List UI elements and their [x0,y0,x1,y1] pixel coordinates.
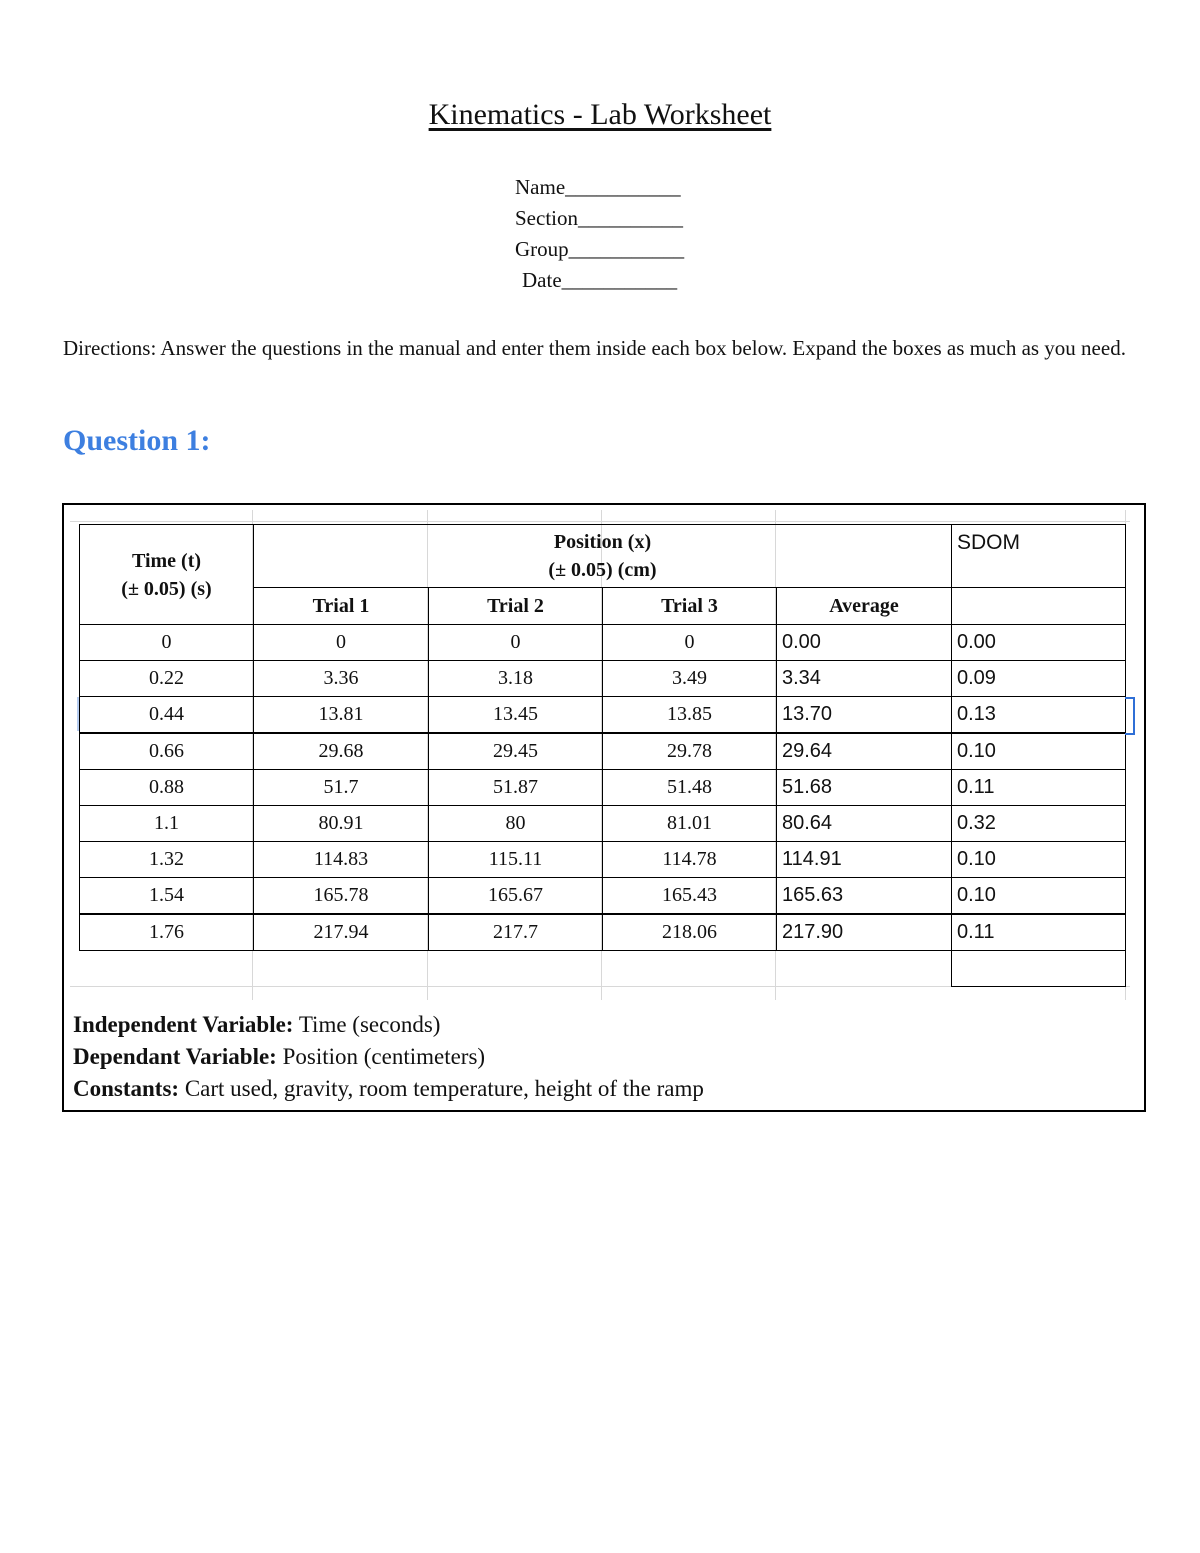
table-row [80,914,1126,951]
sdom-empty-cell [952,951,1126,987]
sdom-cell: 0.10 [952,878,1126,915]
independent-variable-line [73,1009,704,1041]
trial-3-cell: 51.48 [603,770,777,806]
average-cell: 114.91 [777,842,952,878]
sdom-cell: 0.32 [952,806,1126,842]
table-row [80,733,1126,770]
data-table [79,524,1126,987]
cell-selection-marker [77,697,79,731]
time-cell: 0.88 [80,770,254,806]
table-row [80,625,1126,661]
trial-2-cell: 80 [429,806,603,842]
trial-1-cell: 80.91 [254,806,429,842]
time-cell: 0 [80,625,254,661]
position-header-uncertainty: (± 0.05) (cm) [548,559,657,581]
constants-value: Cart used, gravity, room temperature, height of the ramp [184,1076,704,1101]
trial-3-cell: 13.85 [603,697,777,734]
trial-1-cell: 217.94 [254,914,429,951]
empty-cell [429,951,603,987]
empty-cell [80,951,254,987]
trial-3-cell: 81.01 [603,806,777,842]
sdom-cell: 0.11 [952,770,1126,806]
constants-line [73,1073,704,1105]
trial-3-cell: 0 [603,625,777,661]
sdom-cell: 0.10 [952,733,1126,770]
sdom-cell: 0.10 [952,842,1126,878]
time-header-uncertainty: (± 0.05) (s) [121,577,212,600]
average-cell: 217.90 [777,914,952,951]
trial-3-cell: 3.49 [603,661,777,697]
table-row-empty [80,951,1126,987]
trial-1-cell: 13.81 [254,697,429,734]
time-cell: 1.32 [80,842,254,878]
trial-3-cell: 114.78 [603,842,777,878]
trial-2-cell: 51.87 [429,770,603,806]
sdom-subheader-empty [952,588,1126,625]
table-row [80,878,1126,915]
table-row [80,697,1126,734]
position-header-label: Position (x) [553,531,652,553]
trial-1-cell: 114.83 [254,842,429,878]
table-row [80,661,1126,697]
table-row [80,770,1126,806]
average-cell: 3.34 [777,661,952,697]
page-title: Kinematics - Lab Worksheet [428,98,772,131]
trial-1-cell: 165.78 [254,878,429,915]
time-header [80,525,254,625]
trial-2-header: Trial 2 [429,588,603,625]
question-heading: Question 1: [63,424,211,457]
sheet-gridline [70,521,1130,522]
time-cell: 0.44 [80,697,254,734]
trial-2-cell: 115.11 [429,842,603,878]
average-cell: 80.64 [777,806,952,842]
trial-3-cell: 29.78 [603,733,777,770]
average-cell: 13.70 [777,697,952,734]
trial-1-cell: 0 [254,625,429,661]
table-row [80,842,1126,878]
sdom-header: SDOM [952,525,1126,588]
student-info-fields [515,172,684,296]
average-cell: 29.64 [777,733,952,770]
trial-3-cell: 165.43 [603,878,777,915]
constants-label: Constants: [73,1076,180,1101]
date-field[interactable]: Date___________ [522,268,678,292]
sdom-cell: 0.11 [952,914,1126,951]
group-field[interactable]: Group___________ [515,237,685,261]
table-row [80,806,1126,842]
independent-value: Time (seconds) [298,1012,441,1037]
trial-2-cell: 0 [429,625,603,661]
trial-2-cell: 29.45 [429,733,603,770]
trial-1-cell: 29.68 [254,733,429,770]
average-cell: 165.63 [777,878,952,915]
section-field[interactable]: Section__________ [515,206,683,230]
time-cell: 1.54 [80,878,254,915]
trial-2-cell: 217.7 [429,914,603,951]
dependent-value: Position (centimeters) [282,1044,486,1069]
time-cell: 1.76 [80,914,254,951]
position-header [254,525,952,588]
time-cell: 0.66 [80,733,254,770]
time-cell: 0.22 [80,661,254,697]
dependent-label: Dependant Variable: [73,1044,277,1069]
average-cell: 0.00 [777,625,952,661]
name-field[interactable]: Name___________ [515,175,681,199]
empty-cell [603,951,777,987]
trial-1-cell: 51.7 [254,770,429,806]
independent-label: Independent Variable: [73,1012,294,1037]
average-cell: 51.68 [777,770,952,806]
dependent-variable-line [73,1041,704,1073]
empty-cell [254,951,429,987]
trial-3-header: Trial 3 [603,588,777,625]
trial-2-cell: 13.45 [429,697,603,734]
sdom-cell: 0.13 [952,697,1126,734]
average-header: Average [777,588,952,625]
trial-1-cell: 3.36 [254,661,429,697]
cell-selection-marker [1125,697,1135,735]
empty-cell [777,951,952,987]
time-cell: 1.1 [80,806,254,842]
trial-2-cell: 3.18 [429,661,603,697]
directions-text: Directions: Answer the questions in the manual and enter them inside each box below. Expand the boxes as much as you need. [63,336,1126,360]
trial-3-cell: 218.06 [603,914,777,951]
sdom-cell: 0.00 [952,625,1126,661]
trial-2-cell: 165.67 [429,878,603,915]
sdom-cell: 0.09 [952,661,1126,697]
variables-notes [73,1009,704,1105]
trial-1-header: Trial 1 [254,588,429,625]
time-header-label: Time (t) [131,549,202,572]
